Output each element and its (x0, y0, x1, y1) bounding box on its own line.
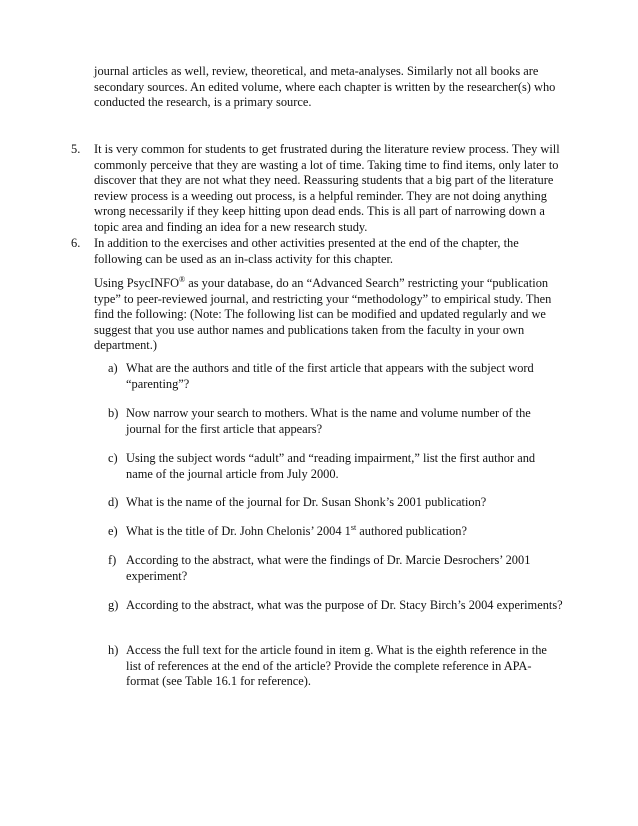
question-text: Access the full text for the article found in item g. What is the eighth reference in the list of references at the end of the article? Provide the complete reference in APA-format (see Table 16.1 for reference). (126, 643, 547, 689)
search-text-rest: as your database, do an “Advanced Search” restricting your “publication type” to peer-reviewed journal, and restricting your “methodology” to empirical study. Then find the following: (Note: The following list can be modified and updated regularly and we suggest that you use author names and publications taken from the faculty in your own department.) (94, 276, 552, 353)
question-g (108, 598, 564, 614)
registered-mark: ® (179, 275, 186, 284)
question-text (126, 524, 564, 540)
question-letter: b) (108, 406, 119, 420)
question-h (108, 643, 564, 690)
question-text-start: What is the title of Dr. John Chelonis’ 2004 1 (126, 524, 351, 538)
list-item-5 (71, 142, 564, 236)
question-c (108, 451, 564, 482)
item-text: It is very common for students to get frustrated during the literature review process. They will commonly perceive that they are wasting a lot of time. Taking time to find items, only later to discover that they are not what they need. Reassuring students that a big part of the literature review process is a weeding out process, is a helpful reminder. They are not doing anything wrong necessarily if they keep hitting upon dead ends. This is all part of narrowing down a topic area and finding an idea for a new research study. (94, 142, 560, 234)
item-number: 6. (71, 236, 81, 250)
search-instructions-paragraph (94, 276, 564, 354)
question-letter: g) (108, 598, 119, 612)
intro-paragraph: journal articles as well, review, theoretical, and meta-analyses. Similarly not all books are secondary sources. An edited volume, where each chapter is written by the researcher(s) who conducted the research, is a primary source. (94, 64, 556, 110)
question-letter: f) (108, 553, 117, 567)
question-e (108, 524, 564, 540)
question-text: Using the subject words “adult” and “reading impairment,” list the first author and name of the journal article from July 2000. (126, 451, 536, 481)
question-letter: h) (108, 643, 119, 657)
question-d (108, 495, 564, 511)
list-item-6 (71, 236, 564, 267)
question-letter: d) (108, 495, 119, 509)
question-b (108, 406, 564, 437)
question-a (108, 361, 564, 392)
question-text: Now narrow your search to mothers. What is the name and volume number of the journal for the first article that appears? (126, 406, 531, 436)
search-text-start: Using PsycINFO (94, 276, 180, 290)
ordinal-suffix: st (350, 523, 357, 532)
question-text: According to the abstract, what was the purpose of Dr. Stacy Birch’s 2004 experiments? (126, 598, 563, 612)
question-text: What are the authors and title of the first article that appears with the subject word “parenting”? (126, 361, 534, 391)
item-number: 5. (71, 142, 81, 156)
question-f (108, 553, 564, 584)
item-text: In addition to the exercises and other activities presented at the end of the chapter, the following can be used as an in-class activity for this chapter. (94, 236, 519, 266)
question-letter: c) (108, 451, 118, 465)
question-letter: a) (108, 361, 118, 375)
question-text-end: authored publication? (356, 524, 467, 538)
question-text: What is the name of the journal for Dr. Susan Shonk’s 2001 publication? (126, 495, 487, 509)
question-text: According to the abstract, what were the findings of Dr. Marcie Desrochers’ 2001 experiment? (126, 553, 531, 583)
question-letter: e) (108, 524, 118, 538)
